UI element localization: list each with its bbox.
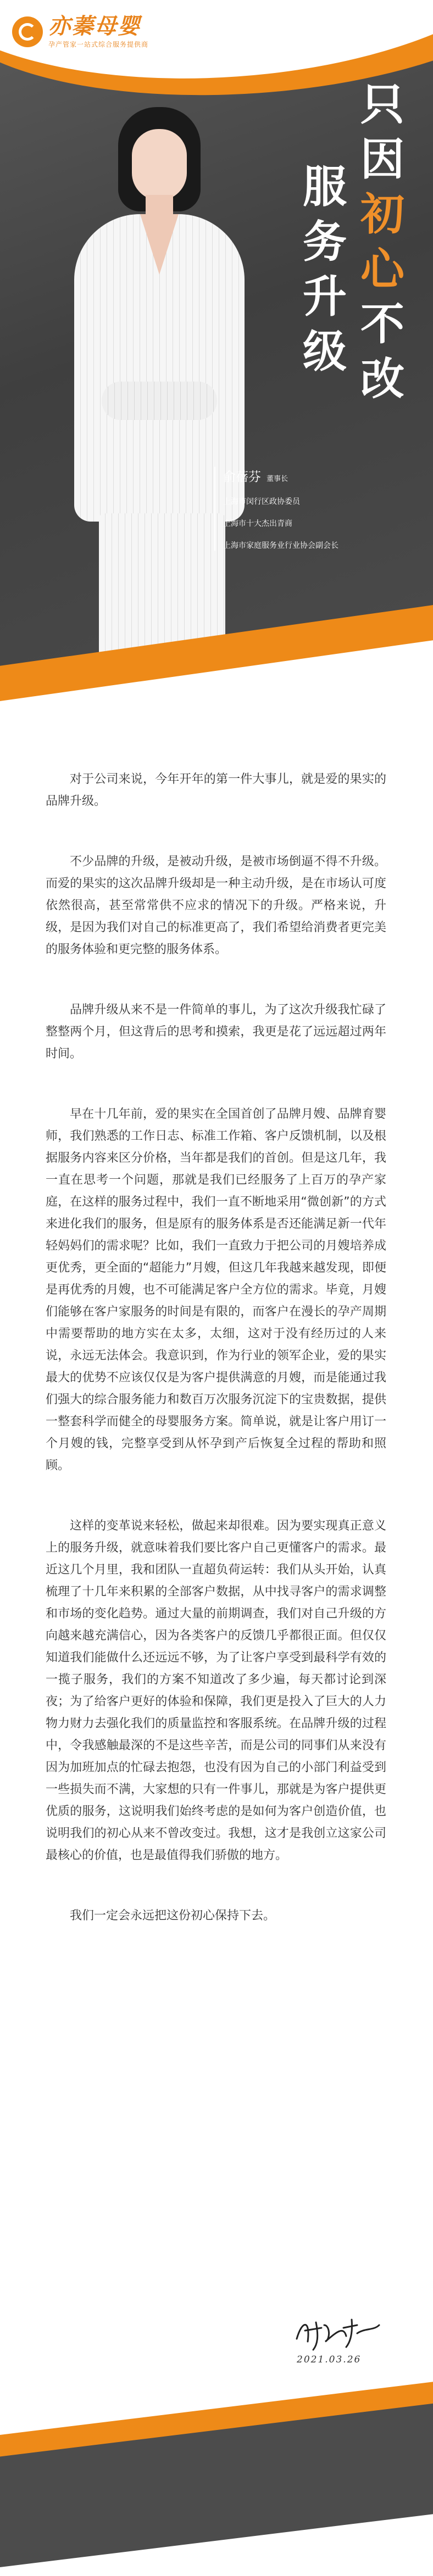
headline-char: 级	[303, 326, 347, 377]
hero-banner	[0, 0, 433, 714]
article-paragraph: 品牌升级从来不是一件简单的事儿，为了这次升级我忙碌了整整两个月，但这背后的思考和摸索，我更是花了远远超过两年时间。	[46, 1003, 386, 1061]
headline-right-column	[357, 77, 408, 406]
bio-block	[214, 467, 338, 551]
signature-date: 2021.03.26	[297, 2354, 362, 2365]
brand-tagline: 孕产管家一站式综合服务提供商	[48, 41, 149, 48]
headline-char-accent: 初	[360, 188, 404, 240]
headline-char: 只	[360, 79, 404, 130]
bio-title: 上海市闵行区政协委员	[223, 497, 300, 506]
article-paragraph: 我们一定会永远把这份初心保持下去。	[70, 1909, 276, 1923]
article-paragraph: 早在十几年前，爱的果实在全国首创了品牌月嫂、品牌育婴师，我们熟悉的工作日志、标准工作箱、客户反馈机制，以及根据服务内容来区分价格，当年都是我们的首创。但是这几年，我一直在思考一个问题，那就是我们已经服务了上百万的孕产家庭，在这样的服务过程中，我们一直不断地采用“微创新”的方式来进化我们的服务，但是原有的服务体系是否还能满足新一代年轻妈妈们的需求呢？比如，我们一直致力于把公司的月嫂培养成更优秀，更全面的“超能力”月嫂，但这几年我越来越发现，即便是再优秀的月嫂，也不可能满足客户全方位的需求。毕竟，月嫂们能够在客户家服务的时间是有限的，而客户在漫长的孕产周期中需要帮助的地方实在太多，太细，这对于没有经历过的人来说，永远无法体会。我意识到，作为行业的领军企业，爱的果实最大的优势不应该仅仅是为客户提供满意的月嫂，而是能通过我们强大的综合服务能力和数百万次服务沉淀下的宝贵数据，提供一整套科学而健全的母婴服务方案。简单说，就是让客户用订一个月嫂的钱，完整享受到从怀孕到产后恢复全过程的帮助和照顾。	[46, 1107, 386, 1472]
brand-logo-icon	[12, 16, 43, 47]
headline-char: 改	[360, 353, 404, 405]
bio-name: 俞蓓芬	[223, 470, 261, 484]
headline-char: 升	[303, 271, 347, 322]
bio-title: 上海市家庭服务业行业协会副会长	[223, 541, 338, 550]
headline-char-accent: 心	[360, 243, 404, 295]
article-body	[46, 769, 386, 1965]
handwritten-signature	[291, 2309, 385, 2358]
headline-char: 因	[360, 133, 404, 185]
bio-role: 董事长	[267, 475, 288, 483]
article-paragraph: 这样的变革说来轻松，做起来却很难。因为要实现真正意义上的服务升级，就意味着我们要比客户自己更懂客户的需求。最近这几个月里，我和团队一直超负荷运转：我们从头开始，认真梳理了十几年来积累的全部客户数据，从中找寻客户的需求调整和市场的变化趋势。通过大量的前期调查，我们对自己升级的方向越来越充满信心，因为各类客户的反馈几乎都很正面。但仅仅知道我们能做什么还远远不够，为了让客户享受到最科学有效的一揽子服务，我们的方案不知道改了多少遍，每天都讨论到深夜；为了给客户更好的体验和保障，我们更是投入了巨大的人力物力财力去强化我们的质量监控和客服系统。在品牌升级的过程中，令我感触最深的不是这些辛苦，而是公司的同事们从来没有因为加班加点的忙碌去抱怨，也没有因为自己的小部门利益受到一些损失而不满，大家想的只有一件事儿，那就是为客户提供更优质的服务，这说明我们始终考虑的是如何为客户创造价值，也说明我们的初心从来不曾改变过。我想，这才是我创立这家公司最核心的价值，也是最值得我们骄傲的地方。	[46, 1519, 386, 1862]
brand-logo	[12, 14, 148, 49]
article-paragraph: 对于公司来说，今年开年的第一件大事儿，就是爱的果实的品牌升级。	[46, 772, 386, 808]
chairwoman-portrait	[60, 107, 258, 689]
headline-char: 不	[360, 298, 404, 350]
headline-char: 务	[303, 216, 347, 267]
bio-title: 上海市十大杰出青商	[223, 519, 292, 528]
brand-name: 亦蓁母婴	[48, 14, 141, 39]
article-paragraph: 不少品牌的升级，是被动升级，是被市场倒逼不得不升级。而爱的果实的这次品牌升级却是一种主动升级，是在市场认可度依然很高，甚至常常供不应求的情况下的升级。严格来说，升级，是因为我们对自己的标准更高了，我们希望给消费者更完美的服务体验和更完整的服务体系。	[46, 855, 386, 956]
headline-left-column	[299, 159, 350, 379]
headline-char: 服	[303, 161, 347, 212]
